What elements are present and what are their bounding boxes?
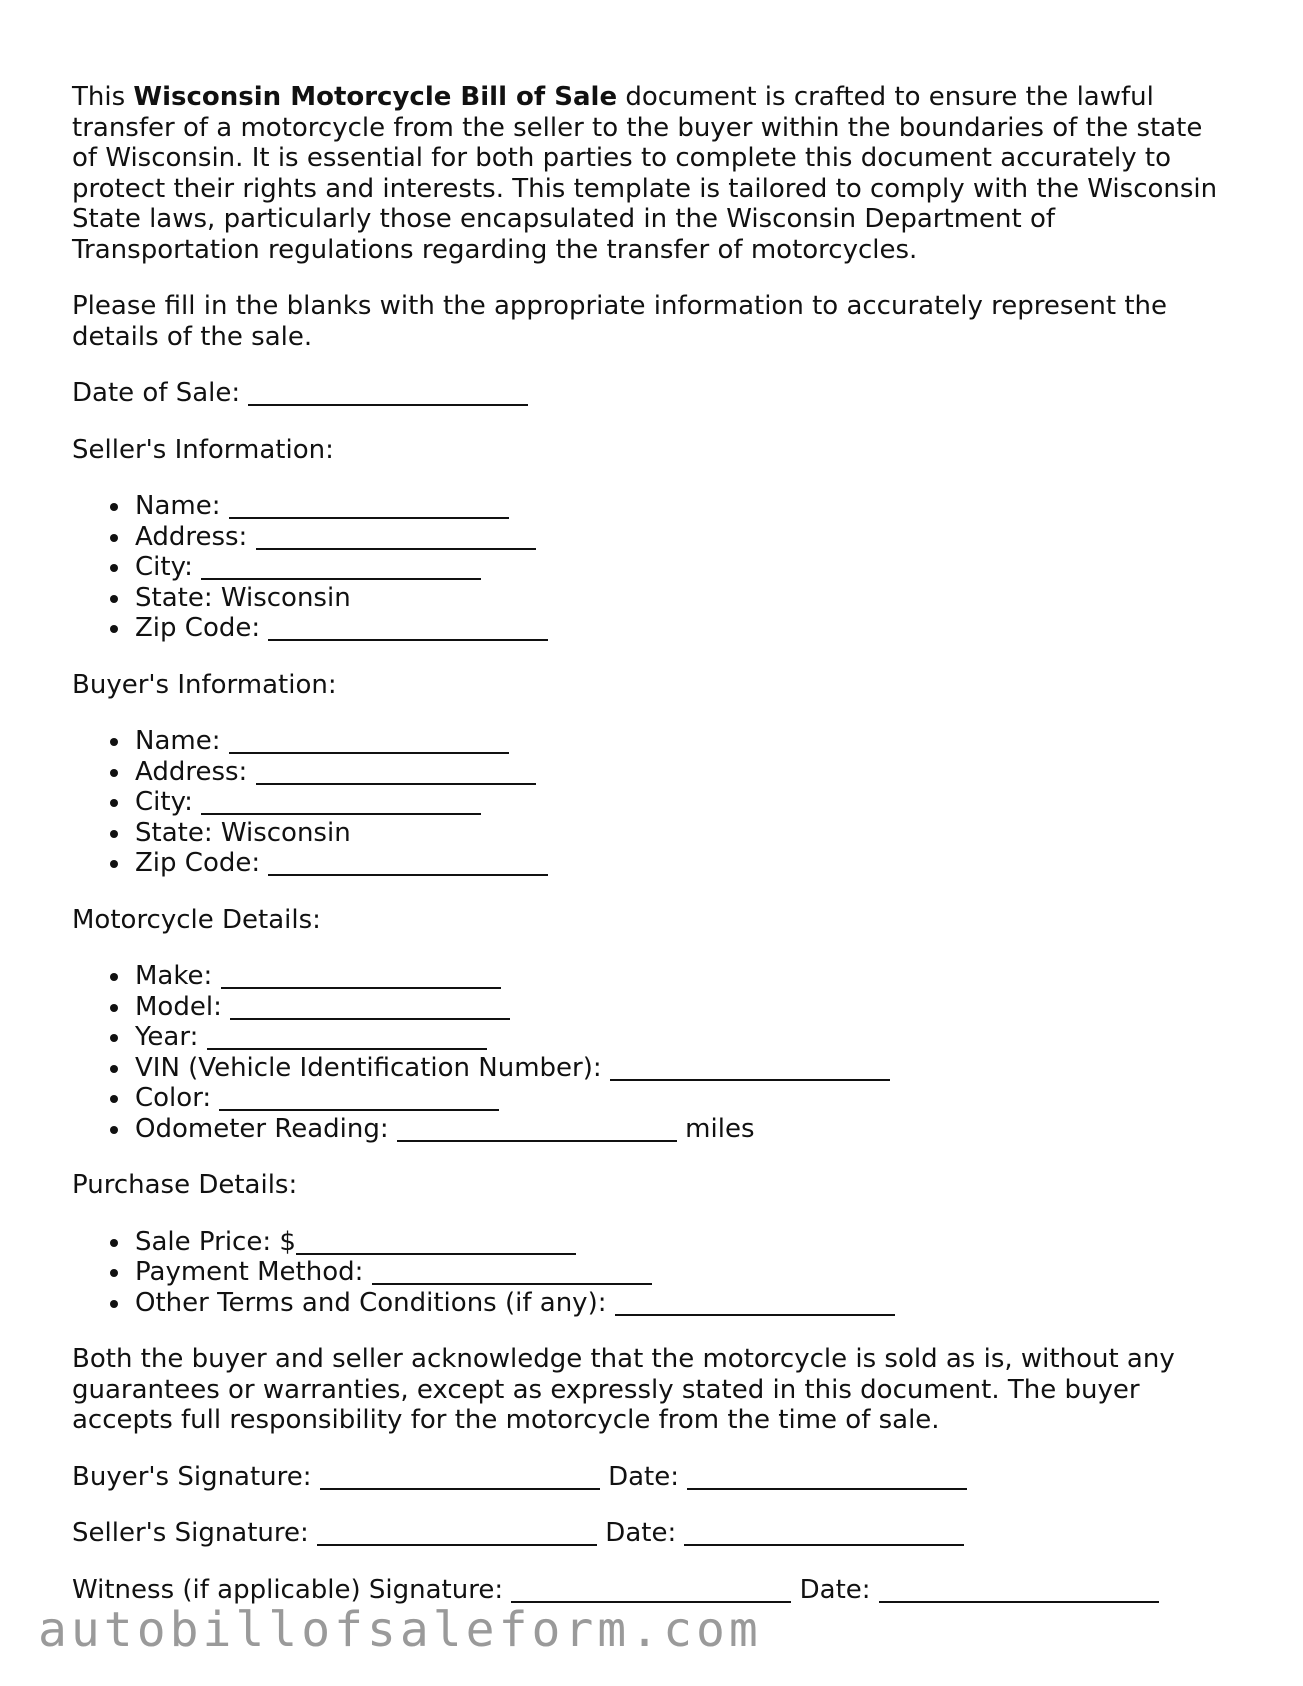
list-item: State: Wisconsin	[135, 818, 1232, 849]
seller-signature-line: Seller's Signature: Date:	[72, 1518, 1232, 1549]
buyer-city-field[interactable]	[201, 789, 481, 815]
year-field[interactable]	[207, 1024, 487, 1050]
witness-date-field[interactable]	[879, 1577, 1159, 1603]
payment-method-field[interactable]	[372, 1259, 652, 1285]
list-item: Zip Code:	[135, 848, 1232, 879]
list-item: Model:	[135, 992, 1232, 1023]
list-item: Make:	[135, 961, 1232, 992]
document-title: Wisconsin Motorcycle Bill of Sale	[133, 82, 618, 112]
date-of-sale-line: Date of Sale:	[72, 378, 1232, 409]
list-item: City:	[135, 552, 1232, 583]
buyer-zip-field[interactable]	[268, 850, 548, 876]
intro-paragraph: This Wisconsin Motorcycle Bill of Sale document is crafted to ensure the lawful transfer of a motorcycle from the seller to the buyer within the boundaries of the state of Wisconsin. It is essential for both parties to complete this document accurately to protect their rights and interests. This template is tailored to comply with the Wisconsin State laws, particularly those encapsulated in the Wisconsin Department of Transportation regulations regarding the transfer of motorcycles.	[72, 82, 1218, 265]
list-item: State: Wisconsin	[135, 583, 1232, 614]
list-item: Name:	[135, 491, 1232, 522]
list-item: Odometer Reading: miles	[135, 1114, 1232, 1145]
list-item: Other Terms and Conditions (if any):	[135, 1288, 1232, 1319]
seller-signature-field[interactable]	[317, 1520, 597, 1546]
witness-signature-line: Witness (if applicable) Signature: Date:	[72, 1575, 1232, 1606]
seller-heading: Seller's Information:	[72, 434, 334, 465]
seller-name-field[interactable]	[229, 493, 509, 519]
seller-city-field[interactable]	[201, 554, 481, 580]
odometer-field[interactable]	[397, 1116, 677, 1142]
other-terms-field[interactable]	[615, 1290, 895, 1316]
list-item: Address:	[135, 757, 1232, 788]
seller-date-field[interactable]	[684, 1520, 964, 1546]
buyer-address-field[interactable]	[256, 759, 536, 785]
list-item: Address:	[135, 522, 1232, 553]
list-item: City:	[135, 787, 1232, 818]
sale-price-field[interactable]	[296, 1229, 576, 1255]
list-item: Payment Method:	[135, 1257, 1232, 1288]
list-item: Sale Price: $	[135, 1227, 1232, 1258]
make-field[interactable]	[221, 963, 501, 989]
motorcycle-heading: Motorcycle Details:	[72, 904, 321, 935]
buyer-name-field[interactable]	[229, 728, 509, 754]
seller-info-list	[72, 491, 1232, 644]
color-field[interactable]	[219, 1085, 499, 1111]
instructions-paragraph: Please fill in the blanks with the appropriate information to accurately represent the details of the sale.	[72, 291, 1168, 352]
buyer-date-field[interactable]	[687, 1464, 967, 1490]
vin-field[interactable]	[610, 1055, 890, 1081]
list-item: Zip Code:	[135, 613, 1232, 644]
document-body	[72, 82, 1232, 1631]
purchase-details-list	[72, 1227, 1232, 1319]
list-item: VIN (Vehicle Identification Number):	[135, 1053, 1232, 1084]
purchase-heading: Purchase Details:	[72, 1170, 298, 1200]
list-item: Color:	[135, 1083, 1232, 1114]
list-item: Year:	[135, 1022, 1232, 1053]
site-watermark: autobillofsaleform.com	[38, 1602, 762, 1658]
seller-zip-field[interactable]	[268, 615, 548, 641]
motorcycle-details-list	[72, 961, 1232, 1144]
acknowledgement-paragraph: Both the buyer and seller acknowledge that the motorcycle is sold as is, without any guarantees or warranties, except as expressly stated in this document. The buyer accepts full responsibility for the motorcycle from the time of sale.	[72, 1344, 1175, 1435]
buyer-signature-line: Buyer's Signature: Date:	[72, 1462, 1232, 1493]
buyer-info-list	[72, 726, 1232, 879]
date-of-sale-field[interactable]	[248, 380, 528, 406]
buyer-heading: Buyer's Information:	[72, 669, 337, 700]
witness-signature-field[interactable]	[511, 1577, 791, 1603]
model-field[interactable]	[230, 994, 510, 1020]
list-item: Name:	[135, 726, 1232, 757]
seller-address-field[interactable]	[256, 524, 536, 550]
buyer-signature-field[interactable]	[320, 1464, 600, 1490]
